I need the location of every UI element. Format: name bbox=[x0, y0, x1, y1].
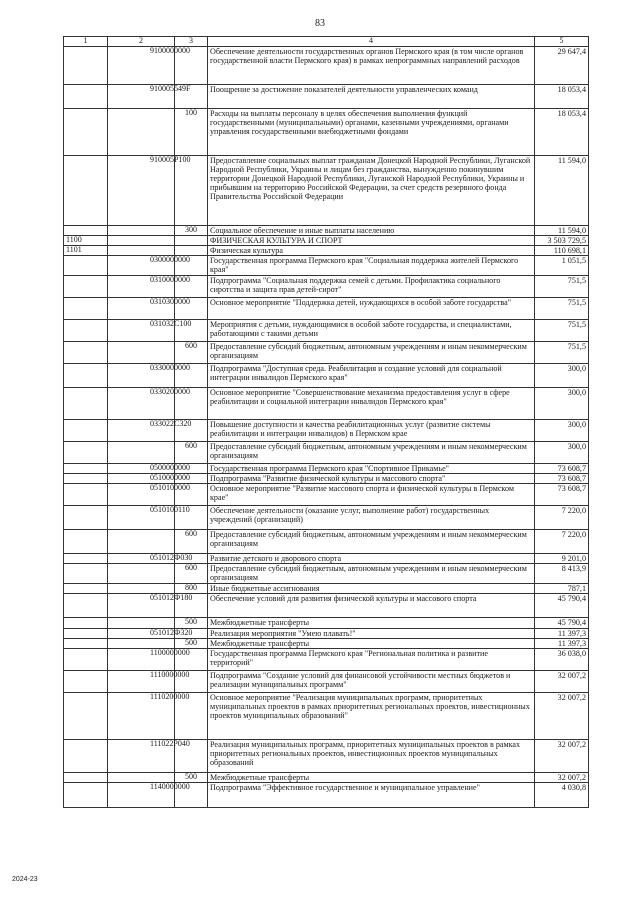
table-row bbox=[64, 594, 589, 618]
table-row bbox=[64, 442, 589, 464]
target-article-cell: 0330000000 bbox=[108, 364, 175, 388]
header-col-5: 5 bbox=[535, 37, 589, 47]
item-name-cell: ФИЗИЧЕСКАЯ КУЛЬТУРА И СПОРТ bbox=[208, 236, 535, 246]
expense-type-cell: 600 bbox=[175, 342, 208, 364]
amount-cell: 9 201,0 bbox=[535, 554, 589, 564]
amount-cell: 73 608,7 bbox=[535, 484, 589, 506]
section-code-cell bbox=[64, 364, 108, 388]
amount-cell: 32 007,2 bbox=[535, 772, 589, 782]
expense-type-cell: 500 bbox=[175, 772, 208, 782]
section-code-cell bbox=[64, 474, 108, 484]
section-code-cell bbox=[64, 85, 108, 109]
amount-cell: 11 397,3 bbox=[535, 638, 589, 648]
amount-cell: 18 053,4 bbox=[535, 85, 589, 109]
item-name-cell: Подпрограмма "Эффективное государственное и муниципальное управление" bbox=[208, 782, 535, 807]
target-article-cell bbox=[108, 109, 175, 156]
item-name-cell: Подпрограмма "Социальная поддержка семей с детьми. Профилактика социального сиротства и защита прав детей-сирот" bbox=[208, 276, 535, 298]
item-name-cell: Обеспечение деятельности государственных органов Пермского края (в том числе органов государственной власти Пермского края) в рамках непрограммных направлений расходов bbox=[208, 47, 535, 85]
amount-cell: 300,0 bbox=[535, 420, 589, 442]
table-row bbox=[64, 782, 589, 807]
section-code-cell bbox=[64, 226, 108, 236]
table-row bbox=[64, 420, 589, 442]
table-row bbox=[64, 628, 589, 638]
item-name-cell: Межбюджетные трансферты bbox=[208, 772, 535, 782]
table-row bbox=[64, 772, 589, 782]
header-col-1: 1 bbox=[64, 37, 108, 47]
table-row bbox=[64, 388, 589, 420]
item-name-cell: Подпрограмма "Создание условий для финансовой устойчивости местных бюджетов и реализации муниципальных программ" bbox=[208, 670, 535, 692]
amount-cell: 751,5 bbox=[535, 298, 589, 320]
section-code-cell bbox=[64, 648, 108, 670]
table-row bbox=[64, 364, 589, 388]
target-article-cell bbox=[108, 772, 175, 782]
item-name-cell: Поощрение за достижение показателей деятельности управленческих команд bbox=[208, 85, 535, 109]
item-name-cell: Повышение доступности и качества реабилитационных услуг (развитие системы реабилитации и интеграции инвалидов) в Пермском крае bbox=[208, 420, 535, 442]
table-row bbox=[64, 584, 589, 594]
item-name-cell: Обеспечение деятельности (оказание услуг, выполнение работ) государственных учреждений (организаций) bbox=[208, 506, 535, 530]
target-article-cell: 0330200000 bbox=[108, 388, 175, 420]
section-code-cell bbox=[64, 298, 108, 320]
amount-cell: 11 397,3 bbox=[535, 628, 589, 638]
target-article-cell: 031032С100 bbox=[108, 320, 175, 342]
item-name-cell: Основное мероприятие "Совершенствование механизма предоставления услуг в сфере реабилитации и социальной интеграции инвалидов Пермского края" bbox=[208, 388, 535, 420]
amount-cell: 110 698,1 bbox=[535, 246, 589, 256]
target-article-cell: 033022С320 bbox=[108, 420, 175, 442]
amount-cell: 73 608,7 bbox=[535, 474, 589, 484]
budget-table bbox=[63, 36, 589, 808]
target-article-cell: 051012Ф030 bbox=[108, 554, 175, 564]
section-code-cell bbox=[64, 442, 108, 464]
item-name-cell: Реализация мероприятия "Умею плавать!" bbox=[208, 628, 535, 638]
item-name-cell: Мероприятия с детьми, нуждающимися в особой заботе государства, и специалистами, работающими с такими детьми bbox=[208, 320, 535, 342]
item-name-cell: Предоставление субсидий бюджетным, автономным учреждениям и иным некоммерческим организациям bbox=[208, 530, 535, 554]
amount-cell: 4 030,8 bbox=[535, 782, 589, 807]
item-name-cell: Основное мероприятие "Реализация муниципальных программ, приоритетных муниципальных проектов в рамках приоритетных региональных проектов, инвестиционных проектов муниципальных образований" bbox=[208, 692, 535, 739]
target-article-cell bbox=[108, 226, 175, 236]
target-article-cell: 910005549F bbox=[108, 85, 175, 109]
table-row bbox=[64, 618, 589, 628]
table-header-row bbox=[64, 37, 589, 47]
target-article-cell: 0300000000 bbox=[108, 256, 175, 276]
item-name-cell: Предоставление социальных выплат гражданам Донецкой Народной Республики, Луганской Народной Республики, Украины и лицам без гражданства, вынужденно покинувшим территории Донецкой Народной Республики, Луганской Народной Республики, Украины и прибывшим на территорию Российской Федерации, за счет средств резервного фонда Правительства Российской Федерации bbox=[208, 156, 535, 226]
section-code-cell bbox=[64, 156, 108, 226]
section-code-cell bbox=[64, 594, 108, 618]
section-code-cell bbox=[64, 276, 108, 298]
table-row bbox=[64, 670, 589, 692]
amount-cell: 11 594,0 bbox=[535, 226, 589, 236]
target-article-cell: 1140000000 bbox=[108, 782, 175, 807]
table-row bbox=[64, 474, 589, 484]
amount-cell: 29 647,4 bbox=[535, 47, 589, 85]
target-article-cell bbox=[108, 530, 175, 554]
section-code-cell bbox=[64, 638, 108, 648]
item-name-cell: Подпрограмма "Развитие физической культуры и массового спорта" bbox=[208, 474, 535, 484]
table-row bbox=[64, 276, 589, 298]
amount-cell: 18 053,4 bbox=[535, 109, 589, 156]
section-code-cell bbox=[64, 564, 108, 584]
expense-type-cell: 500 bbox=[175, 618, 208, 628]
section-code-cell bbox=[64, 320, 108, 342]
item-name-cell: Межбюджетные трансферты bbox=[208, 638, 535, 648]
target-article-cell: 0510000000 bbox=[108, 474, 175, 484]
table-row bbox=[64, 564, 589, 584]
amount-cell: 3 503 729,5 bbox=[535, 236, 589, 246]
amount-cell: 300,0 bbox=[535, 442, 589, 464]
table-row bbox=[64, 109, 589, 156]
amount-cell: 45 790,4 bbox=[535, 594, 589, 618]
section-code-cell bbox=[64, 782, 108, 807]
amount-cell: 751,5 bbox=[535, 276, 589, 298]
target-article-cell bbox=[108, 246, 175, 256]
target-article-cell: 1100000000 bbox=[108, 648, 175, 670]
table-row bbox=[64, 47, 589, 85]
expense-type-cell: 500 bbox=[175, 638, 208, 648]
amount-cell: 300,0 bbox=[535, 364, 589, 388]
amount-cell: 7 220,0 bbox=[535, 506, 589, 530]
target-article-cell: 910005P100 bbox=[108, 156, 175, 226]
table-row bbox=[64, 226, 589, 236]
table-row bbox=[64, 256, 589, 276]
amount-cell: 300,0 bbox=[535, 388, 589, 420]
section-code-cell bbox=[64, 670, 108, 692]
amount-cell: 32 007,2 bbox=[535, 739, 589, 772]
target-article-cell bbox=[108, 638, 175, 648]
table-row bbox=[64, 236, 589, 246]
target-article-cell: 111022Р040 bbox=[108, 739, 175, 772]
footer-code: 2024-23 bbox=[12, 876, 38, 883]
target-article-cell: 9100000000 bbox=[108, 47, 175, 85]
header-col-4: 4 bbox=[208, 37, 535, 47]
target-article-cell: 051012Ф320 bbox=[108, 628, 175, 638]
item-name-cell: Предоставление субсидий бюджетным, автономным учреждениям и иным некоммерческим организациям bbox=[208, 342, 535, 364]
amount-cell: 32 007,2 bbox=[535, 670, 589, 692]
item-name-cell: Иные бюджетные ассигнования bbox=[208, 584, 535, 594]
target-article-cell bbox=[108, 442, 175, 464]
amount-cell: 32 007,2 bbox=[535, 692, 589, 739]
target-article-cell: 1110200000 bbox=[108, 692, 175, 739]
target-article-cell bbox=[108, 564, 175, 584]
target-article-cell bbox=[108, 342, 175, 364]
table-row bbox=[64, 648, 589, 670]
amount-cell: 1 051,5 bbox=[535, 256, 589, 276]
target-article-cell bbox=[108, 618, 175, 628]
header-col-2: 2 bbox=[108, 37, 175, 47]
section-code-cell: 1101 bbox=[64, 246, 108, 256]
section-code-cell bbox=[64, 464, 108, 474]
table-row bbox=[64, 342, 589, 364]
amount-cell: 11 594,0 bbox=[535, 156, 589, 226]
amount-cell: 8 413,9 bbox=[535, 564, 589, 584]
item-name-cell: Физическая культура bbox=[208, 246, 535, 256]
item-name-cell: Расходы на выплаты персоналу в целях обеспечения выполнения функций государственными (муниципальными) органами, казенными учреждениями, органами управления государственными внебюджетными фондами bbox=[208, 109, 535, 156]
item-name-cell: Реализация муниципальных программ, приоритетных муниципальных проектов в рамках приоритетных региональных проектов, инвестиционных проектов муниципальных образований bbox=[208, 739, 535, 772]
amount-cell: 36 038,0 bbox=[535, 648, 589, 670]
section-code-cell bbox=[64, 256, 108, 276]
section-code-cell bbox=[64, 628, 108, 638]
section-code-cell bbox=[64, 772, 108, 782]
target-article-cell: 0510100110 bbox=[108, 506, 175, 530]
item-name-cell: Основное мероприятие "Поддержка детей, нуждающихся в особой заботе государства" bbox=[208, 298, 535, 320]
item-name-cell: Предоставление субсидий бюджетным, автономным учреждениям и иным некоммерческим организациям bbox=[208, 442, 535, 464]
item-name-cell: Обеспечение условий для развития физической культуры и массового спорта bbox=[208, 594, 535, 618]
section-code-cell bbox=[64, 739, 108, 772]
expense-type-cell: 600 bbox=[175, 442, 208, 464]
section-code-cell bbox=[64, 342, 108, 364]
table-row bbox=[64, 156, 589, 226]
section-code-cell bbox=[64, 109, 108, 156]
target-article-cell bbox=[108, 236, 175, 246]
expense-type-cell: 800 bbox=[175, 584, 208, 594]
section-code-cell bbox=[64, 47, 108, 85]
header-col-3: 3 bbox=[175, 37, 208, 47]
table-row bbox=[64, 530, 589, 554]
table-row bbox=[64, 85, 589, 109]
item-name-cell: Предоставление субсидий бюджетным, автономным учреждениям и иным некоммерческим организациям bbox=[208, 564, 535, 584]
amount-cell: 73 608,7 bbox=[535, 464, 589, 474]
item-name-cell: Основное мероприятие "Развитие массового спорта и физической культуры в Пермском крае" bbox=[208, 484, 535, 506]
section-code-cell: 1100 bbox=[64, 236, 108, 246]
section-code-cell bbox=[64, 584, 108, 594]
item-name-cell: Государственная программа Пермского края "Региональная политика и развитие территорий" bbox=[208, 648, 535, 670]
table-row bbox=[64, 320, 589, 342]
item-name-cell: Социальное обеспечение и иные выплаты населению bbox=[208, 226, 535, 236]
section-code-cell bbox=[64, 618, 108, 628]
item-name-cell: Подпрограмма "Доступная среда. Реабилитация и создание условий для социальной интеграции инвалидов Пермского края" bbox=[208, 364, 535, 388]
expense-type-cell: 600 bbox=[175, 530, 208, 554]
table-row bbox=[64, 464, 589, 474]
target-article-cell: 0310000000 bbox=[108, 276, 175, 298]
section-code-cell bbox=[64, 420, 108, 442]
expense-type-cell: 300 bbox=[175, 226, 208, 236]
section-code-cell bbox=[64, 388, 108, 420]
target-article-cell: 0500000000 bbox=[108, 464, 175, 474]
amount-cell: 751,5 bbox=[535, 342, 589, 364]
amount-cell: 7 220,0 bbox=[535, 530, 589, 554]
page-number: 83 bbox=[315, 18, 325, 29]
table-row bbox=[64, 298, 589, 320]
item-name-cell: Государственная программа Пермского края "Социальная поддержка жителей Пермского края" bbox=[208, 256, 535, 276]
table-row bbox=[64, 484, 589, 506]
amount-cell: 45 790,4 bbox=[535, 618, 589, 628]
table-row bbox=[64, 554, 589, 564]
expense-type-cell: 600 bbox=[175, 564, 208, 584]
section-code-cell bbox=[64, 530, 108, 554]
amount-cell: 751,5 bbox=[535, 320, 589, 342]
table-row bbox=[64, 739, 589, 772]
table-row bbox=[64, 692, 589, 739]
table-row bbox=[64, 638, 589, 648]
table-row bbox=[64, 506, 589, 530]
item-name-cell: Межбюджетные трансферты bbox=[208, 618, 535, 628]
expense-type-cell: 100 bbox=[175, 109, 208, 156]
expense-type-cell bbox=[175, 236, 208, 246]
section-code-cell bbox=[64, 506, 108, 530]
expense-type-cell bbox=[175, 156, 208, 226]
target-article-cell bbox=[108, 584, 175, 594]
table-row bbox=[64, 246, 589, 256]
section-code-cell bbox=[64, 554, 108, 564]
item-name-cell: Развитие детского и дворового спорта bbox=[208, 554, 535, 564]
section-code-cell bbox=[64, 484, 108, 506]
target-article-cell: 0510100000 bbox=[108, 484, 175, 506]
section-code-cell bbox=[64, 692, 108, 739]
target-article-cell: 1110000000 bbox=[108, 670, 175, 692]
amount-cell: 787,1 bbox=[535, 584, 589, 594]
expense-type-cell bbox=[175, 246, 208, 256]
target-article-cell: 051012Ф180 bbox=[108, 594, 175, 618]
target-article-cell: 0310300000 bbox=[108, 298, 175, 320]
item-name-cell: Государственная программа Пермского края "Спортивное Прикамье" bbox=[208, 464, 535, 474]
